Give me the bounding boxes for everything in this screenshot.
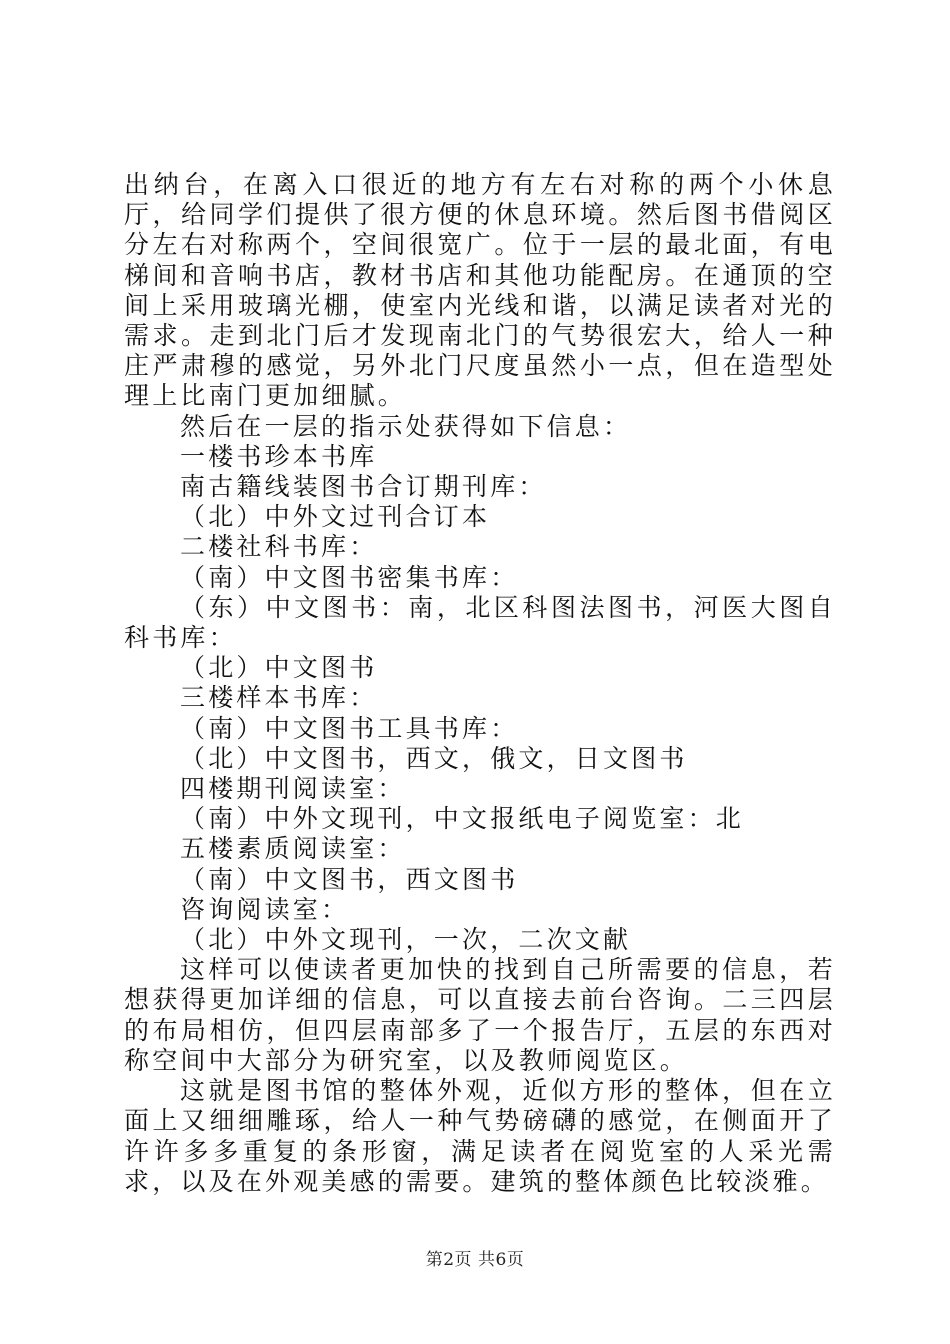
body-paragraph: 南古籍线装图书合订期刊库：	[180, 472, 547, 502]
body-paragraph: （北）中外文现刊，一次，二次文献	[180, 925, 632, 955]
page-number-label: 第2页 共6页	[425, 1250, 525, 1270]
body-paragraph: （东）中文图书：南，北区科图法图书，河医大图自科书库：	[124, 592, 836, 653]
document-body	[124, 170, 836, 1197]
body-paragraph: （北）中外文过刊合订本	[180, 502, 491, 532]
body-paragraph: 四楼期刊阅读室：	[180, 774, 406, 804]
body-paragraph: 这就是图书馆的整体外观，近似方形的整体，但在立面上又细细雕琢，给人一种气势磅礴的感觉，在侧面开了许许多多重复的条形窗，满足读者在阅览室的人采光需求，以及在外观美感的需要。建筑的整体颜色比较淡雅。	[124, 1076, 836, 1196]
body-paragraph: （南）中文图书密集书库：	[180, 562, 519, 592]
page-footer	[0, 1245, 950, 1270]
body-paragraph: 出纳台，在离入口很近的地方有左右对称的两个小休息厅，给同学们提供了很方便的休息环境。然后图书借阅区分左右对称两个，空间很宽广。位于一层的最北面，有电梯间和音响书店，教材书店和其他功能配房。在通顶的空间上采用玻璃光棚，使室内光线和谐，以满足读者对光的需求。走到北门后才发现南北门的气势很宏大，给人一种庄严肃穆的感觉，另外北门尺度虽然小一点，但在造型处理上比南门更加细腻。	[124, 170, 836, 411]
body-paragraph: 咨询阅读室：	[180, 894, 350, 924]
body-paragraph: （北）中文图书，西文，俄文，日文图书	[180, 743, 688, 773]
body-paragraph: （南）中文图书，西文图书	[180, 864, 519, 894]
body-paragraph: 三楼样本书库：	[180, 683, 378, 713]
body-paragraph: （南）中文图书工具书库：	[180, 713, 519, 743]
body-paragraph: 然后在一层的指示处获得如下信息：	[180, 411, 632, 441]
body-paragraph: 五楼素质阅读室：	[180, 834, 406, 864]
body-paragraph: 二楼社科书库：	[180, 532, 378, 562]
body-paragraph: 这样可以使读者更加快的找到自己所需要的信息，若想获得更加详细的信息，可以直接去前台咨询。二三四层的布局相仿，但四层南部多了一个报告厅，五层的东西对称空间中大部分为研究室，以及教师阅览区。	[124, 955, 836, 1075]
body-paragraph: 一楼书珍本书库	[180, 441, 378, 471]
body-paragraph: （南）中外文现刊，中文报纸电子阅览室：北	[180, 804, 745, 834]
body-paragraph: （北）中文图书	[180, 653, 378, 683]
